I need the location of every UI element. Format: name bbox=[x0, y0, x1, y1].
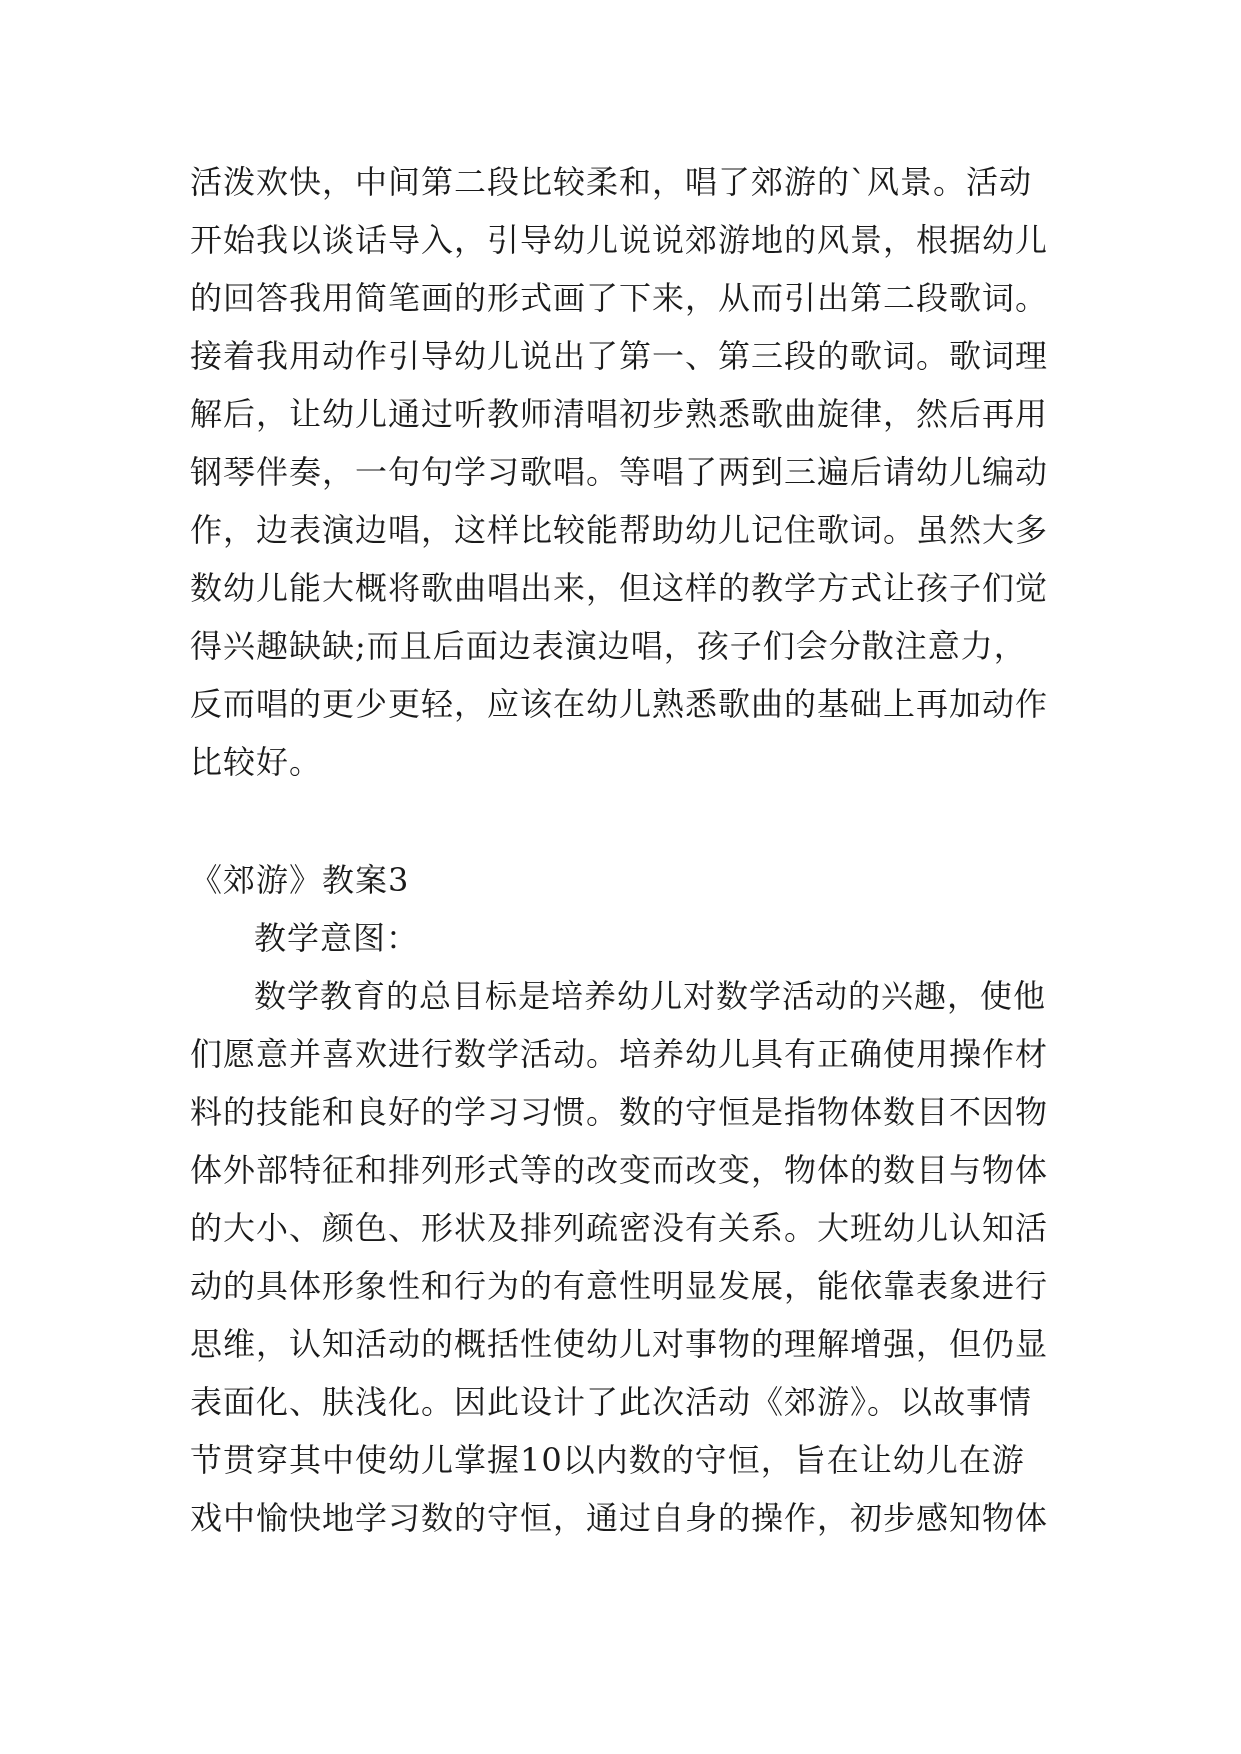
paragraph-line: 比较好。 bbox=[190, 743, 323, 781]
paragraph-line: 料的技能和良好的学习习惯。数的守恒是指物体数目不因物 bbox=[190, 1093, 1049, 1131]
paragraph-line: 动的具体形象性和行为的有意性明显发展，能依靠表象进行 bbox=[190, 1267, 1049, 1305]
paragraph-line: 节贯穿其中使幼儿掌握10以内数的守恒，旨在让幼儿在游 bbox=[190, 1441, 1025, 1479]
paragraph-line: 戏中愉快地学习数的守恒，通过自身的操作，初步感知物体 bbox=[190, 1499, 1049, 1537]
paragraph-line: 的回答我用简笔画的形式画了下来，从而引出第二段歌词。 bbox=[190, 279, 1049, 317]
paragraph-line: 体外部特征和排列形式等的改变而改变，物体的数目与物体 bbox=[190, 1151, 1049, 1189]
paragraph-line: 开始我以谈话导入，引导幼儿说说郊游地的风景，根据幼儿 bbox=[190, 221, 1049, 259]
paragraph-line: 得兴趣缺缺;而且后面边表演边唱，孩子们会分散注意力， bbox=[190, 627, 1027, 665]
paragraph-line: 钢琴伴奏，一句句学习歌唱。等唱了两到三遍后请幼儿编动 bbox=[190, 453, 1049, 491]
paragraph-line: 的大小、颜色、形状及排列疏密没有关系。大班幼儿认知活 bbox=[190, 1209, 1049, 1247]
paragraph-line: 思维，认知活动的概括性使幼儿对事物的理解增强，但仍显 bbox=[190, 1325, 1049, 1363]
section-title: 《郊游》教案3 bbox=[190, 861, 410, 899]
subheading: 教学意图： bbox=[254, 919, 420, 957]
paragraph-line: 作，边表演边唱，这样比较能帮助幼儿记住歌词。虽然大多 bbox=[190, 511, 1049, 549]
paragraph-line: 接着我用动作引导幼儿说出了第一、第三段的歌词。歌词理 bbox=[190, 337, 1049, 375]
paragraph-line: 表面化、肤浅化。因此设计了此次活动《郊游》。以故事情 bbox=[190, 1383, 1033, 1421]
paragraph-line: 们愿意并喜欢进行数学活动。培养幼儿具有正确使用操作材 bbox=[190, 1035, 1049, 1073]
paragraph-line: 数幼儿能大概将歌曲唱出来，但这样的教学方式让孩子们觉 bbox=[190, 569, 1049, 607]
paragraph-line: 反而唱的更少更轻，应该在幼儿熟悉歌曲的基础上再加动作 bbox=[190, 685, 1049, 723]
paragraph-line: 数学教育的总目标是培养幼儿对数学活动的兴趣，使他 bbox=[254, 977, 1047, 1015]
paragraph-line: 活泼欢快，中间第二段比较柔和，唱了郊游的`风景。活动 bbox=[190, 163, 1033, 201]
paragraph-line: 解后，让幼儿通过听教师清唱初步熟悉歌曲旋律，然后再用 bbox=[190, 395, 1049, 433]
